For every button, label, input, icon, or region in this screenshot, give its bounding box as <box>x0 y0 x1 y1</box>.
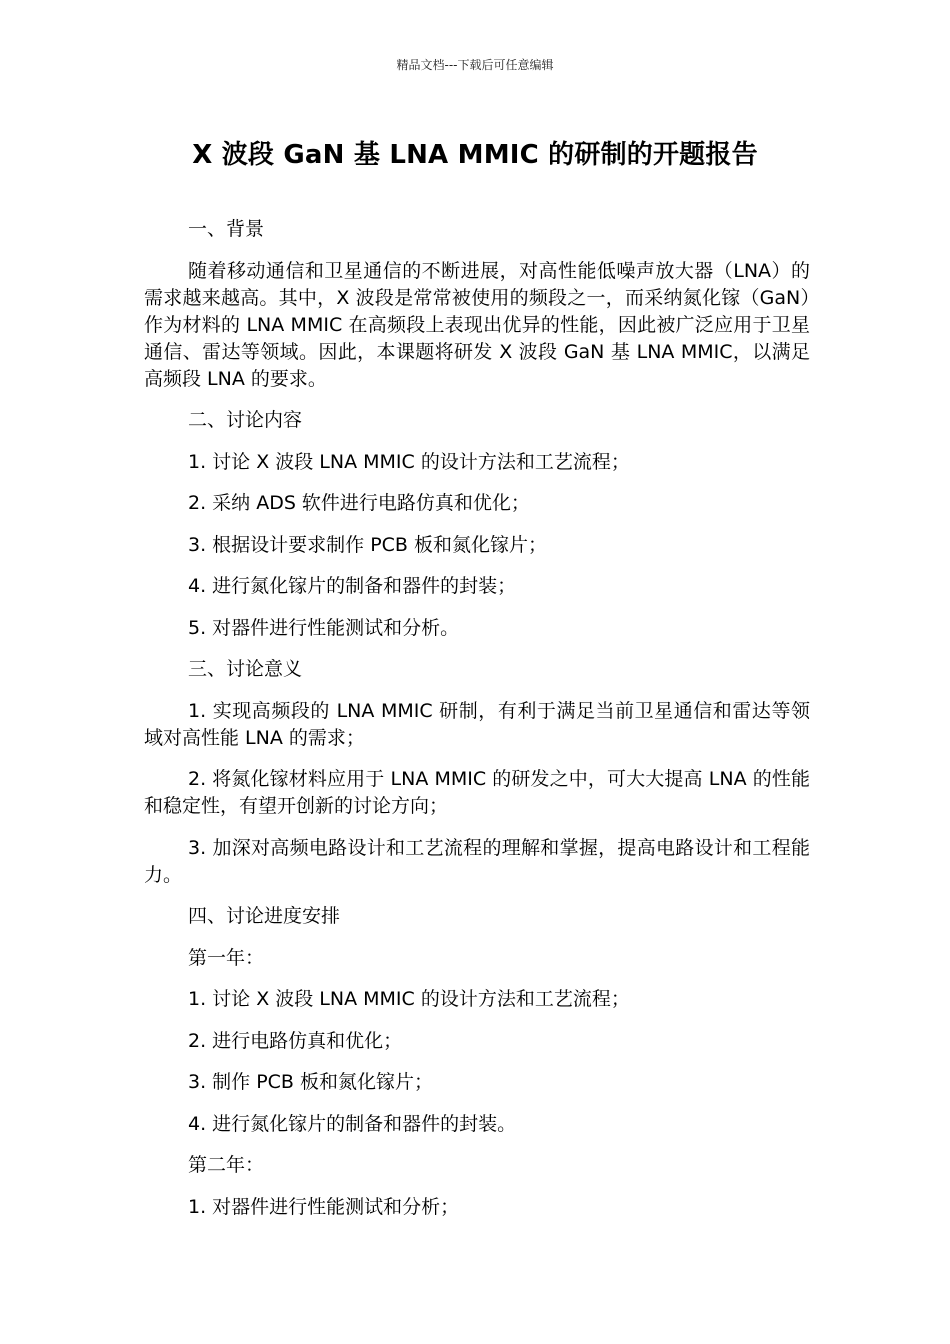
content-item-3: 3. 根据设计要求制作 PCB 板和氮化镓片； <box>188 533 548 556</box>
significance-item-3: 3. 加深对高频电路设计和工艺流程的理解和掌握，提高电路设计和工程能力。 <box>144 836 810 886</box>
header-watermark: 精品文档---下载后可任意编辑 <box>396 58 554 72</box>
section-heading-schedule: 四、讨论进度安排 <box>188 905 341 927</box>
section-heading-content: 二、讨论内容 <box>188 409 303 431</box>
section-heading-significance: 三、讨论意义 <box>188 658 303 680</box>
content-item-1: 1. 讨论 X 波段 LNA MMIC 的设计方法和工艺流程； <box>188 450 630 473</box>
schedule-year-2-label: 第二年： <box>188 1154 265 1176</box>
schedule-year-2-item-1: 1. 对器件进行性能测试和分析； <box>188 1195 460 1218</box>
document-title: X 波段 GaN 基 LNA MMIC 的研制的开题报告 <box>192 140 758 170</box>
schedule-year-1-item-4: 4. 进行氮化镓片的制备和器件的封装。 <box>188 1112 517 1135</box>
content-item-4: 4. 进行氮化镓片的制备和器件的封装； <box>188 575 517 597</box>
significance-item-2: 2. 将氮化镓材料应用于 LNA MMIC 的研发之中，可大大提高 LNA 的性能和稳定性，有望开创新的讨论方向； <box>144 768 810 817</box>
content-item-2: 2. 采纳 ADS 软件进行电路仿真和优化； <box>188 492 530 514</box>
section-heading-background: 一、背景 <box>188 218 265 240</box>
schedule-year-1-item-1: 1. 讨论 X 波段 LNA MMIC 的设计方法和工艺流程； <box>188 988 630 1010</box>
document-body <box>144 216 810 1235</box>
background-paragraph: 随着移动通信和卫星通信的不断进展，对高性能低噪声放大器（LNA）的需求越来越高。其中，X 波段是常常被使用的频段之一，而采纳氮化镓（GaN）作为材料的 LNA MMIC 在高频段上表现出优异的性能，因此被广泛应用于卫星通信、雷达等领域。因此，本课题将研发 X 波段 GaN 基 LNA MMIC，以满足高频段 LNA 的要求。 <box>144 259 810 390</box>
schedule-year-1-label: 第一年： <box>188 946 265 969</box>
significance-item-1: 1. 实现高频段的 LNA MMIC 研制，有利于满足当前卫星通信和雷达等领域对高性能 LNA 的需求； <box>144 699 810 749</box>
schedule-year-1-item-3: 3. 制作 PCB 板和氮化镓片； <box>188 1071 434 1093</box>
schedule-year-1-item-2: 2. 进行电路仿真和优化； <box>188 1029 403 1052</box>
content-item-5: 5. 对器件进行性能测试和分析。 <box>188 616 460 639</box>
